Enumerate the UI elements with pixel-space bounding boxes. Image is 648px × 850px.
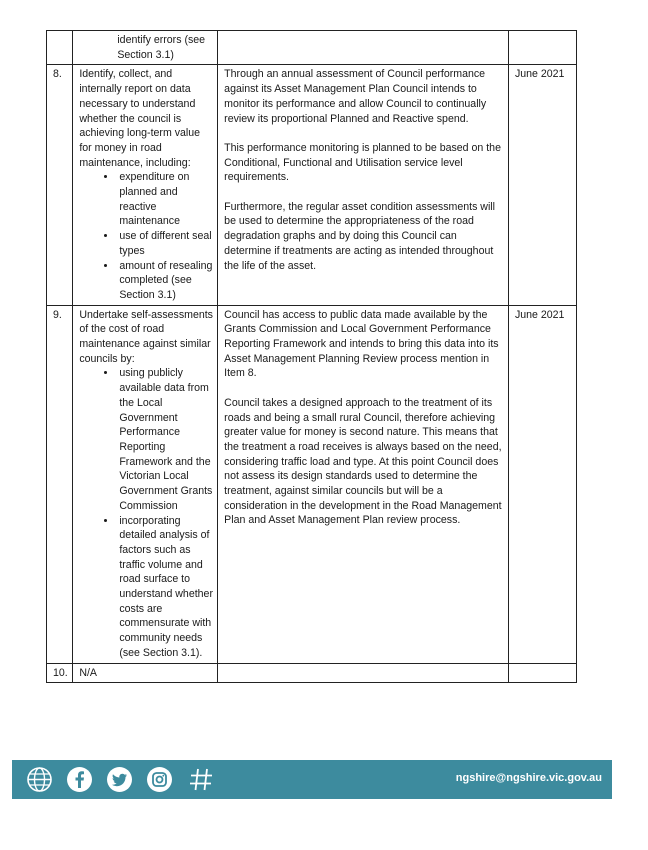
action-cell: N/A (73, 663, 218, 683)
action-cell (73, 65, 218, 305)
action-cell (73, 31, 218, 65)
action-cell (73, 305, 218, 663)
table-row (47, 31, 577, 65)
list-item: • use of different seal types (117, 229, 213, 258)
row-number: 10. (47, 663, 73, 683)
date-cell (508, 663, 576, 683)
twitter-icon[interactable] (106, 766, 133, 793)
continued-text (79, 33, 213, 62)
continued-line: Section 3.1) (117, 48, 174, 61)
list-item: • using publicly available data from the Local Government Performance Reporting Framework and the Victorian Local Government Grants Commission (117, 366, 213, 513)
response-paragraph: Council has access to public data made available by the Grants Commission and Local Government Performance Reporting Framework and intends to bring this data into its Asset Management Planning Review process mention in Item 8. (224, 308, 499, 380)
response-paragraph: Through an annual assessment of Council performance against its Asset Management Plan Council intends to monitor its performance and allow Council to continually review its proportional Planned and Reactive spend. (224, 68, 487, 125)
action-bullets (79, 170, 213, 302)
date-cell: June 2021 (508, 305, 576, 663)
table-row (47, 305, 577, 663)
list-item: • expenditure on planned and reactive maintenance (117, 170, 213, 229)
response-cell (218, 31, 509, 65)
action-intro: Identify, collect, and internally report on data necessary to understand whether the council is achieving long-term value for money in road maintenance, including: (79, 68, 201, 169)
continued-line: identify errors (see (117, 34, 206, 46)
date-cell (508, 31, 576, 65)
facebook-icon[interactable] (66, 766, 93, 793)
list-item: • incorporating detailed analysis of factors such as traffic volume and road surface to understand whether costs are commensurate with community needs (see Section 3.1). (117, 514, 213, 661)
action-plan-table (46, 30, 577, 683)
instagram-icon[interactable] (146, 766, 173, 793)
hashtag-icon[interactable] (188, 766, 215, 793)
row-number (47, 31, 73, 65)
response-paragraph: Furthermore, the regular asset condition assessments will be used to determine the appropriateness of the road degradation graphs and by doing this Council can determine if treatments are acting as intended throughout the life of the asset. (224, 200, 496, 272)
action-intro: Undertake self-assessments of the cost of road maintenance against similar councils by: (79, 308, 213, 365)
response-paragraph: Council takes a designed approach to the treatment of its roads and being a small rural Council, therefore achieving greater value for money is second nature. This means that the treatment a road receives is always based on the need, considering traffic load and type. At this point Council does not assess its design standards used to determine the treatment, against similar councils but will be a consideration in the development in the Road Management Plan and Asset Management Plan review process. (224, 396, 502, 527)
date-cell: June 2021 (508, 65, 576, 305)
table-row (47, 65, 577, 305)
action-bullets (79, 366, 213, 660)
globe-icon[interactable] (26, 766, 53, 793)
response-cell (218, 663, 509, 683)
footer-bar (12, 760, 612, 799)
list-item: • amount of resealing completed (see Section 3.1) (117, 259, 213, 303)
row-number: 9. (47, 305, 73, 663)
footer-email-link[interactable]: ngshire@ngshire.vic.gov.au (455, 772, 602, 784)
response-paragraph: This performance monitoring is planned to be based on the Conditional, Functional and Utilisation service level requirements. (224, 141, 501, 184)
response-cell (218, 65, 509, 305)
response-cell (218, 305, 509, 663)
row-number: 8. (47, 65, 73, 305)
table-row (47, 663, 577, 683)
